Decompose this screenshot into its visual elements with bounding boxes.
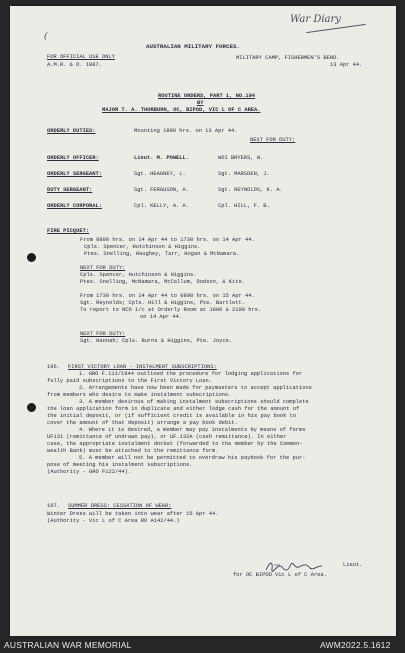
text-line: wealth Bank) must be attached to the remittance form. <box>47 448 219 454</box>
duty-row-next: WOI BRYERS, W. <box>218 155 264 161</box>
handwritten-mark: ( <box>44 32 48 42</box>
text-line: 3. A member desirous of making instalment subscriptions should complete <box>79 399 309 405</box>
orders-by: BY <box>197 100 204 106</box>
item-title: FIRST VICTORY LOAN - INSTALMENT SUBSCRIPTIONS: <box>68 364 217 370</box>
handwritten-note: War Diary <box>290 14 341 25</box>
duty-row-next: Sgt. REYNOLDS, K. A. <box>218 187 283 193</box>
fire-picquet-day-shift <box>80 237 405 258</box>
text-line: Cpls. Spencer, Hutchinson & Higgins. <box>84 244 201 250</box>
next-for-duty-label: NEXT FOR DUTY: <box>80 331 126 337</box>
text-line: the loan application form in duplicate and either lodge cash for the amount of <box>47 406 300 412</box>
fire-picquet-night-shift <box>80 293 405 321</box>
fire-picquet-next <box>80 272 405 286</box>
duty-row-label: ORDERLY SERGEANT: <box>47 171 102 177</box>
text-line: case, the appropriate instalment docket (forwarded to the member by the Common- <box>47 441 303 447</box>
signatory-line: for OC BIPOD Vic L of C Area. <box>233 572 327 578</box>
text-line: Winter Dress will be taken into wear after 15 Apr 44. <box>47 511 219 517</box>
text-line: fully paid subscriptions to the First Victory Loan. <box>47 378 212 384</box>
text-line: on 14 Apr 44. <box>140 314 183 320</box>
regulation-reference: A.M.R. & O. 1887. <box>47 62 102 68</box>
signature-image <box>264 559 324 573</box>
next-for-duty-label: NEXT FOR DUTY: <box>80 265 126 271</box>
duty-row-current: Cpl. KELLY, A. A. <box>134 203 189 209</box>
item-title: SUMMER DRESS: CESSATION OF WEAR: <box>68 503 172 509</box>
text-line: (Authority - Vic L of C Area RO A142/44.) <box>47 518 180 524</box>
text-line: 1. GRO F.111/1944 outlined the procedure for lodging applications for <box>79 371 303 377</box>
text-line: Cpls. Spencer, Hutchinson & Higgins. <box>80 272 197 278</box>
footer-institution: AUSTRALIAN WAR MEMORIAL <box>4 640 132 650</box>
text-line: Ptes. Snelling, McNamara, McCallum, Dodson, & Kite. <box>80 279 245 285</box>
duty-row-next: Cpl. HILL, F. B. <box>218 203 270 209</box>
duty-row-label: ORDERLY CORPORAL: <box>47 203 102 209</box>
fire-picquet-label: FIRE PICQUET: <box>47 228 90 234</box>
text-line: pose of meeting his instalment subscriptions. <box>47 462 193 468</box>
text-line: the initial deposit, or (if sufficient credit is available in his pay book to <box>47 413 297 419</box>
document-page <box>10 6 396 636</box>
text-line: From 1730 hrs. on 14 Apr 44 to 0800 hrs. on 15 Apr 44. <box>80 293 255 299</box>
orders-officer: MAJOR T. A. THORBURN, OC, BIPOD, VIC L OF C AREA. <box>102 107 261 113</box>
classification-label: FOR OFFICIAL USE ONLY <box>47 54 115 60</box>
text-line: Ptes. Snelling, Haughey, Tarr, Hogan & McNamara. <box>84 251 240 257</box>
text-line: 4. Where it is desired, a member may pay instalments by means of forms <box>79 427 306 433</box>
punch-hole <box>27 403 36 412</box>
duty-row-next: Sgt. MARSDEN, J. <box>218 171 270 177</box>
text-line: To report to NCO i/c at Orderly Room at 1800 & 2100 hrs. <box>80 307 262 313</box>
text-line: cover the amount of that deposit) arrange a pay book debit. <box>47 420 238 426</box>
place-label: MILITARY CAMP, FISHERMEN'S BEND. <box>236 55 340 61</box>
text-line: From 0800 hrs. on 14 Apr 44 to 1730 hrs. on 14 Apr 44. <box>80 237 255 243</box>
duty-row-label: ORDERLY OFFICER: <box>47 155 99 161</box>
text-line: UF131 (remittance of undrawn pay), or UF.132A (cash remittance). In either <box>47 434 287 440</box>
orderly-duties-value: Mounting 1800 hrs. on 13 Apr 44. <box>134 128 238 134</box>
fire-picquet-next-night: Sgt. Hannah; Cpls. Burns & Higgins, Pte. Joyce. <box>80 338 233 344</box>
duty-row-current: Sgt. HEAGNEY, L. <box>134 171 186 177</box>
signatory-rank: Lieut. <box>343 562 363 568</box>
text-line: from members who desire to make instalment subscriptions. <box>47 392 232 398</box>
text-line: 2. Arrangements have now been made for paymasters to accept applications <box>79 385 312 391</box>
duty-row-current: Lieut. M. POWELL. <box>134 155 189 161</box>
text-line: (Authority - GRO F122/44). <box>47 469 132 475</box>
orderly-duties-label: ORDERLY DUTIES: <box>47 128 96 134</box>
item-197-body <box>47 511 377 525</box>
item-196-body <box>47 371 377 476</box>
item-number: 196. <box>47 364 60 370</box>
orders-title: ROUTINE ORDERS, PART 1, NO.104 <box>158 93 256 99</box>
header-date: 13 Apr 44. <box>330 62 363 68</box>
text-line: Sgt. Reynolds; Cpls. Hill & Higgins, Pte. Bartlett. <box>80 300 245 306</box>
handwritten-underline <box>306 24 366 33</box>
text-line: 5. A member will not be permitted to overdraw his paybook for the pur- <box>79 455 306 461</box>
document-title: AUSTRALIAN MILITARY FORCES. <box>146 43 240 50</box>
duty-row-label: DUTY SERGEANT: <box>47 187 93 193</box>
item-number: 197. <box>47 503 60 509</box>
footer-accession-number: AWM2022.5.1612 <box>320 640 391 650</box>
punch-hole <box>27 253 36 262</box>
next-for-duty-heading: NEXT FOR DUTY: <box>250 137 296 143</box>
duty-row-current: Sgt. FERGUSON, A. <box>134 187 189 193</box>
